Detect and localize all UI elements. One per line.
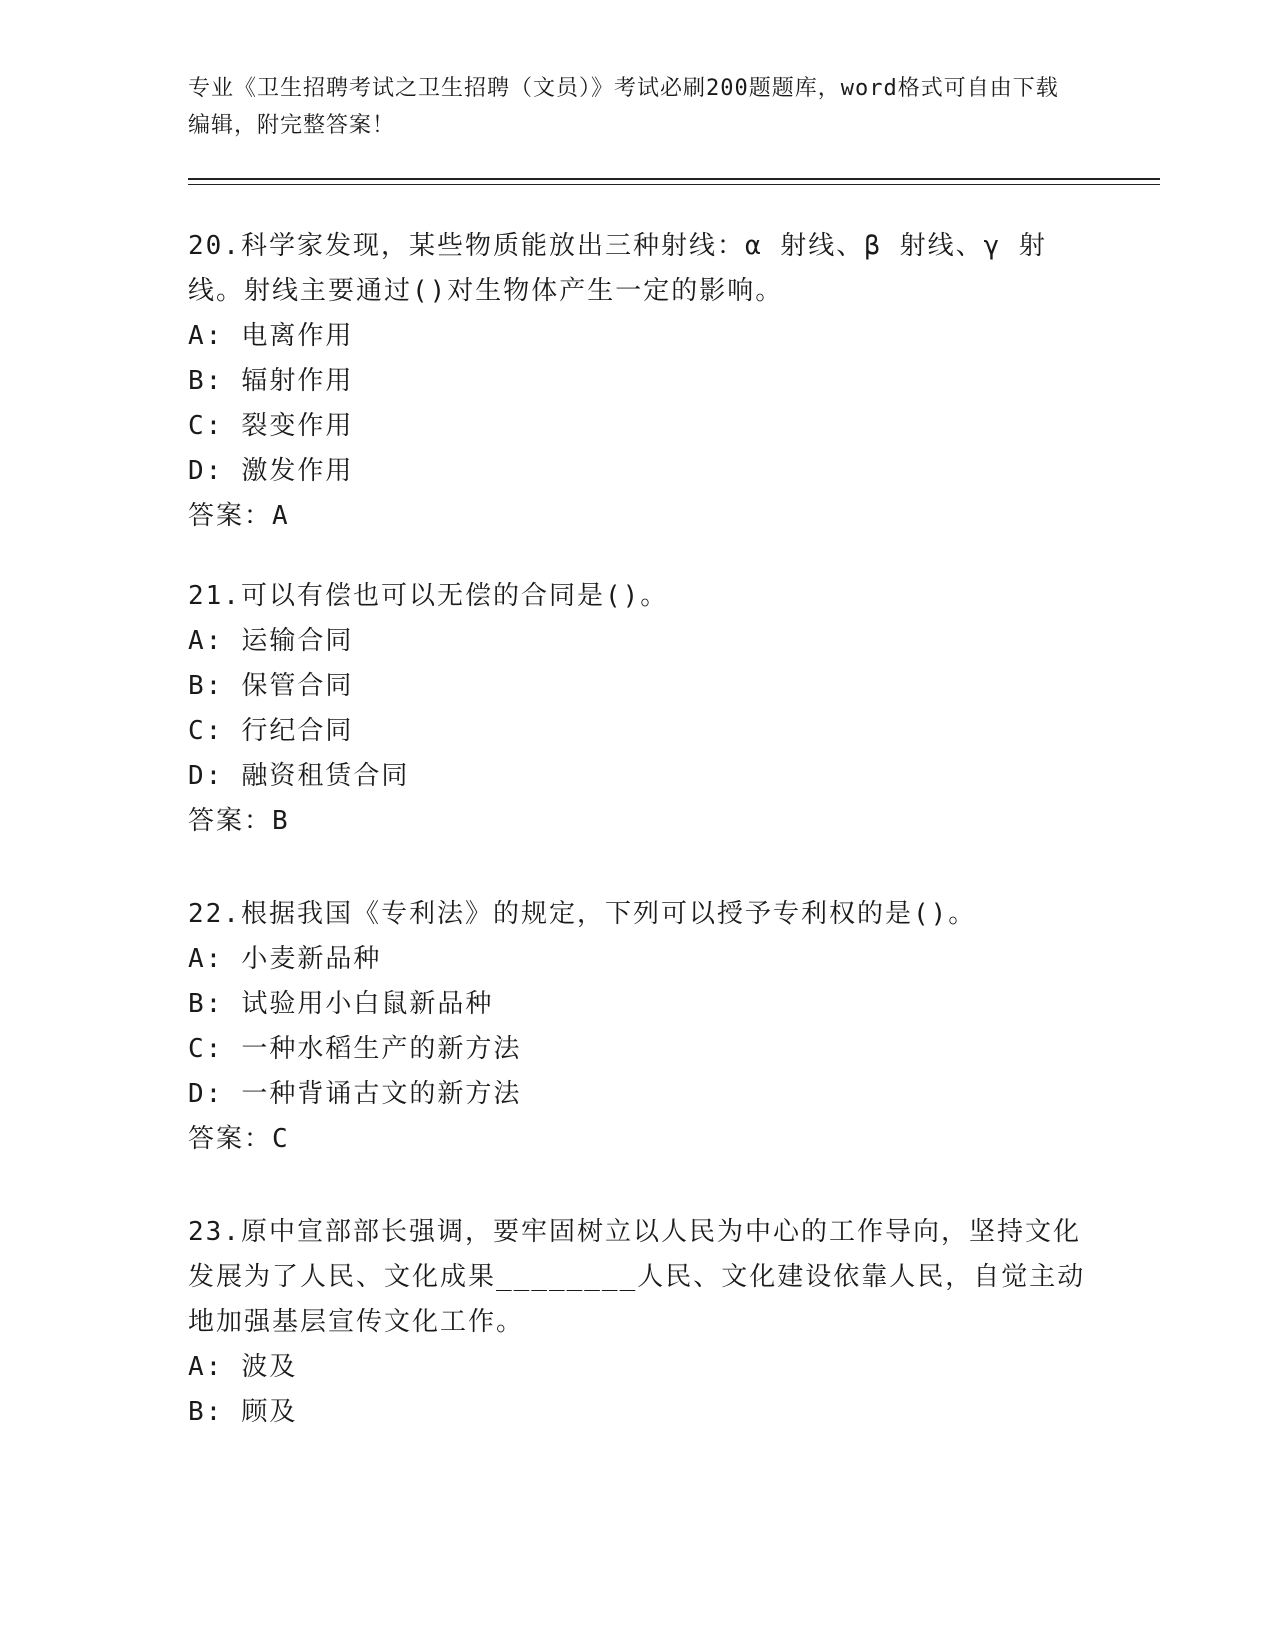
- option-text: 波及: [241, 1352, 298, 1382]
- option-a: [188, 314, 1088, 359]
- question-stem: 23.原中宣部部长强调，要牢固树立以人民为中心的工作导向，坚持文化发展为了人民、文化成果________人民、文化建设依靠人民，自觉主动地加强基层宣传文化工作。: [188, 1217, 1086, 1337]
- option-letter: A:: [188, 321, 224, 351]
- option-text: 保管合同: [241, 671, 354, 701]
- option-b: [188, 359, 1088, 404]
- option-list: [188, 314, 1088, 494]
- answer-line: [188, 494, 1088, 539]
- option-letter: C:: [188, 716, 224, 746]
- option-list: [188, 937, 1088, 1117]
- answer-line: [188, 1117, 1088, 1162]
- option-d: [188, 1072, 1088, 1117]
- option-text: 行纪合同: [241, 716, 354, 746]
- question-20: [188, 224, 1088, 539]
- answer-value: B: [272, 806, 288, 836]
- option-text: 辐射作用: [241, 366, 354, 396]
- question-21: [188, 574, 1088, 844]
- option-b: [188, 982, 1088, 1027]
- question-stem: 22.根据我国《专利法》的规定，下列可以授予专利权的是()。: [188, 899, 977, 929]
- option-c: [188, 1027, 1088, 1072]
- option-a: [188, 1345, 1088, 1390]
- option-b: [188, 664, 1088, 709]
- answer-line: [188, 799, 1088, 844]
- option-text: 试验用小白鼠新品种: [241, 989, 494, 1019]
- option-list: [188, 619, 1088, 799]
- question-22: [188, 892, 1088, 1162]
- option-text: 一种背诵古文的新方法: [241, 1079, 522, 1109]
- option-list: [188, 1345, 1088, 1435]
- question-23: [188, 1210, 1088, 1435]
- option-text: 裂变作用: [241, 411, 354, 441]
- answer-label: 答案：: [188, 501, 273, 531]
- option-text: 激发作用: [241, 456, 354, 486]
- document-header: 专业《卫生招聘考试之卫生招聘（文员）》考试必刷200题题库，word格式可自由下载编辑，附完整答案！: [188, 76, 1059, 138]
- answer-value: C: [272, 1124, 288, 1154]
- option-letter: A:: [188, 626, 224, 656]
- option-text: 顾及: [241, 1397, 298, 1427]
- option-text: 一种水稻生产的新方法: [241, 1034, 522, 1064]
- option-d: [188, 449, 1088, 494]
- option-text: 运输合同: [241, 626, 354, 656]
- option-d: [188, 754, 1088, 799]
- answer-label: 答案：: [188, 806, 273, 836]
- option-a: [188, 937, 1088, 982]
- option-letter: A:: [188, 1352, 224, 1382]
- option-letter: D:: [188, 1079, 224, 1109]
- option-letter: B:: [188, 989, 224, 1019]
- option-text: 融资租赁合同: [241, 761, 410, 791]
- option-letter: C:: [188, 411, 224, 441]
- option-letter: B:: [188, 671, 224, 701]
- option-letter: B:: [188, 366, 224, 396]
- answer-label: 答案：: [188, 1124, 273, 1154]
- question-stem: 20.科学家发现，某些物质能放出三种射线：α 射线、β 射线、γ 射线。射线主要通过()对生物体产生一定的影响。: [188, 231, 1047, 306]
- option-c: [188, 404, 1088, 449]
- option-letter: B:: [188, 1397, 224, 1427]
- header-divider: [188, 178, 1160, 180]
- option-letter: A:: [188, 944, 224, 974]
- option-text: 电离作用: [241, 321, 354, 351]
- header-divider-thin: [188, 184, 1160, 185]
- option-text: 小麦新品种: [241, 944, 382, 974]
- option-letter: D:: [188, 761, 224, 791]
- option-a: [188, 619, 1088, 664]
- question-stem: 21.可以有偿也可以无偿的合同是()。: [188, 581, 669, 611]
- option-letter: C:: [188, 1034, 224, 1064]
- answer-value: A: [272, 501, 288, 531]
- option-letter: D:: [188, 456, 224, 486]
- option-c: [188, 709, 1088, 754]
- option-b: [188, 1390, 1088, 1435]
